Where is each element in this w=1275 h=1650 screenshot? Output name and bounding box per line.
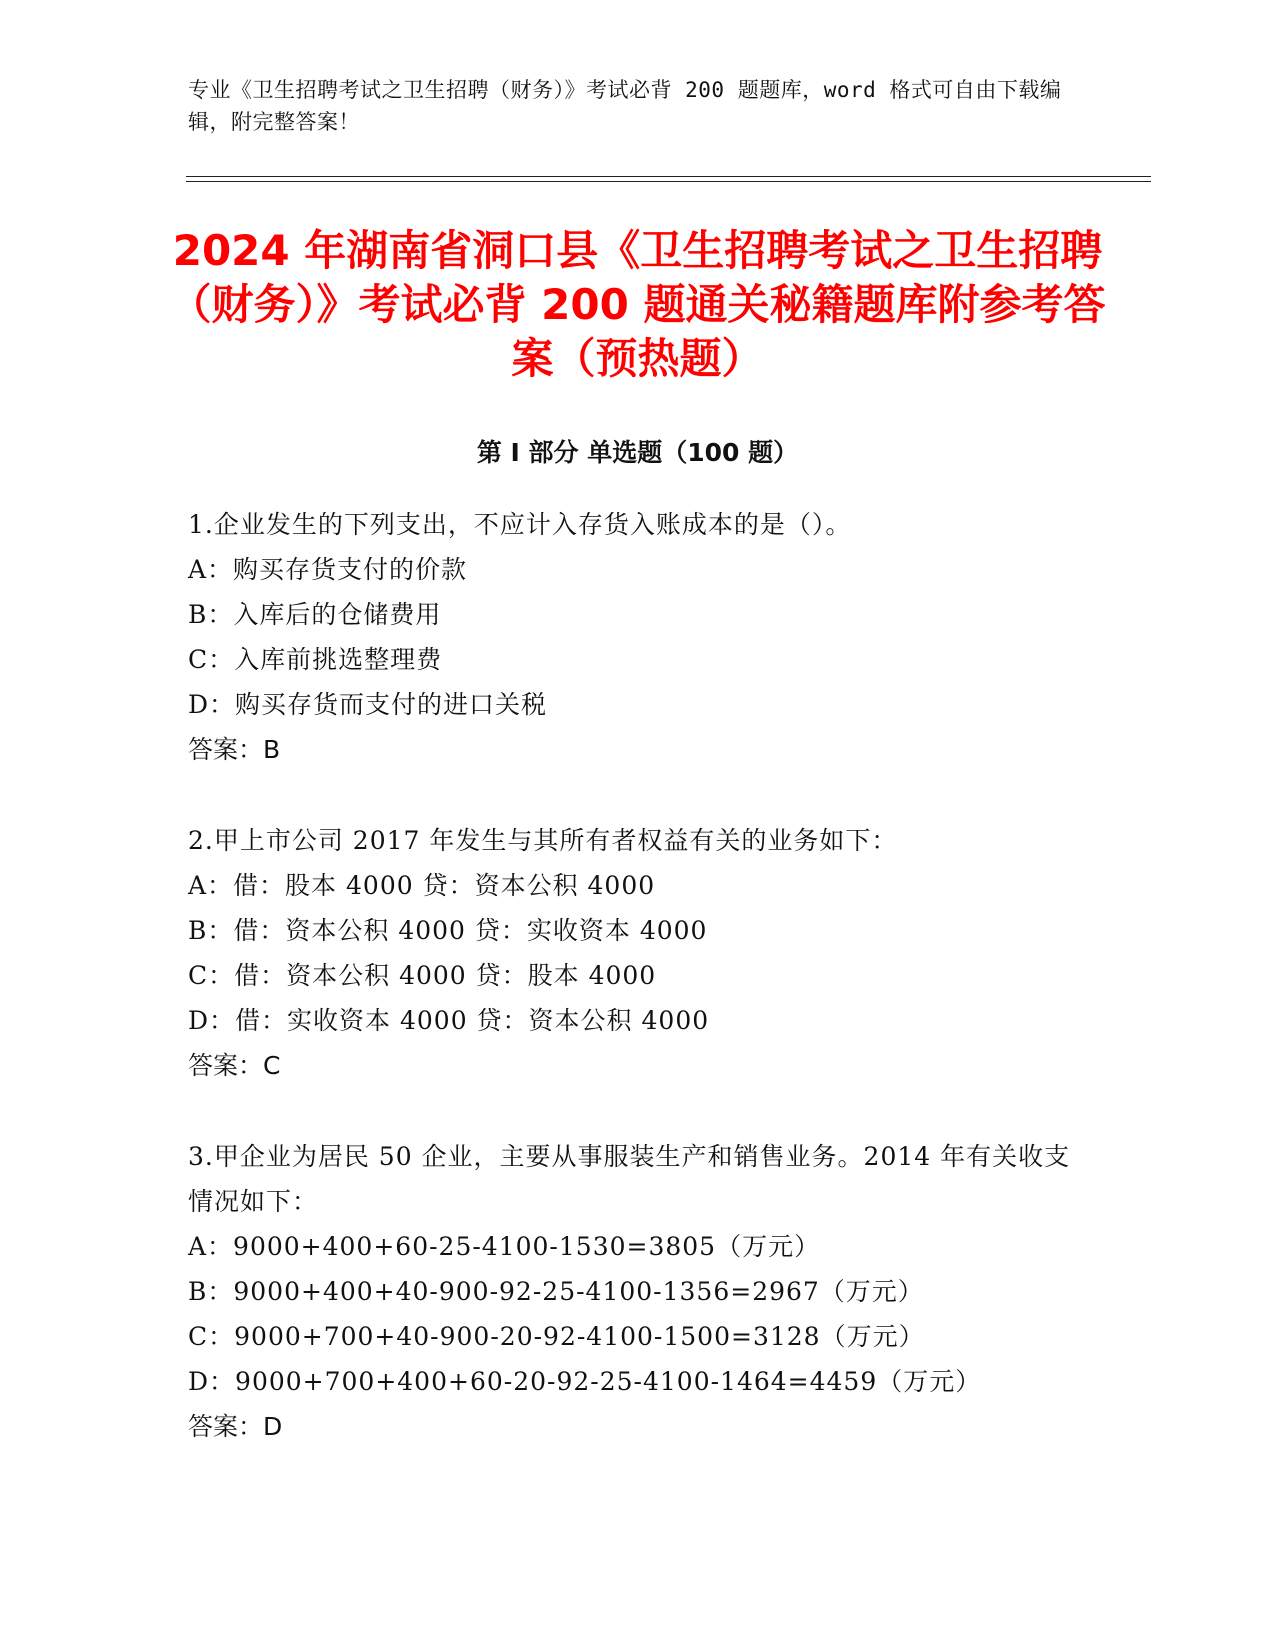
header-divider-bottom <box>186 181 1151 182</box>
option-a: A：购买存货支付的价款 <box>188 555 468 584</box>
option-b: B：入库后的仓储费用 <box>188 600 442 629</box>
answer: 答案：C <box>188 1051 281 1080</box>
header-note: 专业《卫生招聘考试之卫生招聘（财务）》考试必背 200 题题库，word 格式可自由下载编辑，附完整答案！ <box>188 78 1062 134</box>
section-title: 第 I 部分 单选题（100 题） <box>476 438 799 467</box>
question-text: 1.企业发生的下列支出，不应计入存货入账成本的是（）。 <box>188 510 852 539</box>
option-c: C：入库前挑选整理费 <box>188 645 443 674</box>
document-title: 2024 年湖南省洞口县《卫生招聘考试之卫生招聘（财务）》考试必背 200 题通关秘籍题库附参考答案（预热题） <box>169 226 1106 383</box>
option-a: A：借：股本 4000 贷：资本公积 4000 <box>188 871 656 900</box>
question-2 <box>188 818 1088 1088</box>
question-1 <box>188 502 1088 772</box>
option-a: A：9000+400+60-25-4100-1530=3805（万元） <box>188 1232 821 1261</box>
answer: 答案：B <box>188 735 281 764</box>
answer: 答案：D <box>188 1412 283 1441</box>
option-d: D：购买存货而支付的进口关税 <box>188 690 548 719</box>
option-b: B：9000+400+40-900-92-25-4100-1356=2967（万元） <box>188 1277 924 1306</box>
question-3 <box>188 1134 1088 1449</box>
option-d: D：借：实收资本 4000 贷：资本公积 4000 <box>188 1006 710 1035</box>
question-text: 3.甲企业为居民 50 企业，主要从事服装生产和销售业务。2014 年有关收支情况如下： <box>188 1142 1071 1216</box>
question-text: 2.甲上市公司 2017 年发生与其所有者权益有关的业务如下： <box>188 826 898 855</box>
option-d: D：9000+700+400+60-20-92-25-4100-1464=4459（万元） <box>188 1367 982 1396</box>
header-divider-top <box>186 176 1151 177</box>
option-c: C：借：资本公积 4000 贷：股本 4000 <box>188 961 657 990</box>
option-c: C：9000+700+40-900-20-92-4100-1500=3128（万元） <box>188 1322 925 1351</box>
option-b: B：借：资本公积 4000 贷：实收资本 4000 <box>188 916 708 945</box>
